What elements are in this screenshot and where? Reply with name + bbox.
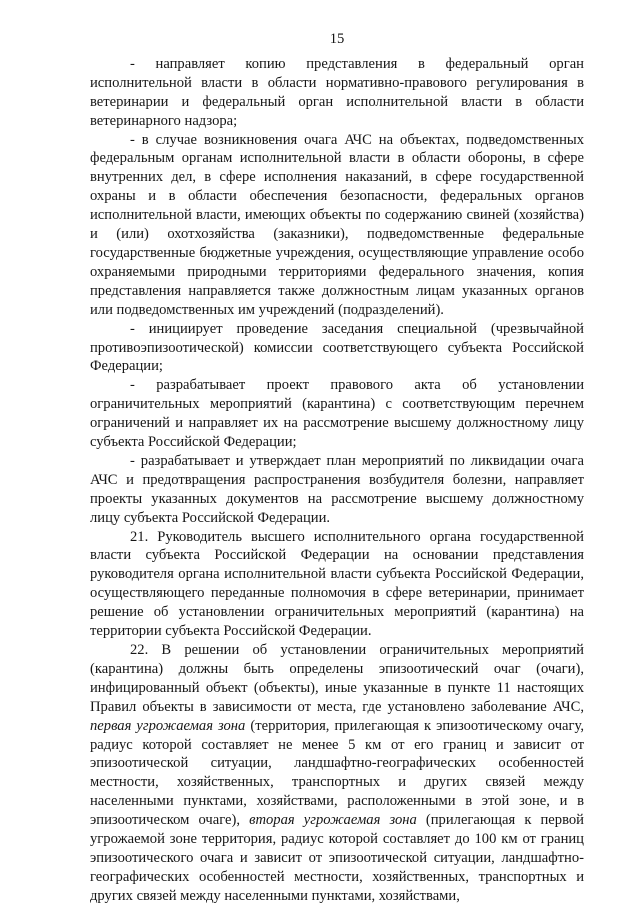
italic-term: вторая угрожаемая зона [249, 812, 417, 829]
text-run: - разрабатывает и утверждает план мероприятий по ликвидации очага АЧС и предотвращения распространения возбудителя болезни, направляет проекты указанных документов на рассмотрение высшему должностному лицу субъекта Российской Федерации. [90, 452, 584, 526]
paragraph [90, 320, 584, 377]
text-run: (территория, прилегающая к эпизоотическому очагу, радиус которой составляет не менее 5 км от его границ и зависит от эпизоотической ситуации, ландшафтно-географических особенностей местности, хозяйственных, транспортных и других связей между населенными пунктами, хозяйствами, расположенными в этой зоне, и в эпизоотическом очаге), [90, 717, 584, 829]
text-run: - инициирует проведение заседания специальной (чрезвычайной противоэпизоотической) комиссии соответствующего субъекта Российской Федерации; [90, 320, 584, 375]
text-run: - разрабатывает проект правового акта об установлении ограничительных мероприятий (карантина) с соответствующим перечнем ограничений и направляет их на рассмотрение высшему должностному лицу субъекта Российской Федерации; [90, 377, 584, 451]
paragraph [90, 641, 584, 906]
text-run: (прилегающая к первой угрожаемой зоне территория, радиус которой составляет до 100 км от границ эпизоотического очага и зависит от эпизоотической ситуации, ландшафтно-географических особенностей местности, хозяйственных, транспортных и других связей между населенными пунктами, хозяйствами, [90, 812, 584, 904]
text-run: 22. В решении об установлении ограничительных мероприятий (карантина) должны быть определены эпизоотический очаг (очаги), инфицированный объект (объекты), иные указанные в пункте 11 настоящих Правил объекты в зависимости от места, где установлено заболевание АЧС, [90, 642, 584, 715]
paragraph [90, 55, 584, 131]
paragraph [90, 131, 584, 320]
text-run: - в случае возникновения очага АЧС на объектах, подведомственных федеральным органам исполнительной власти в области обороны, в сфере внутренних дел, в сфере исполнения наказаний, в сфере государственной охраны и в области обеспечения безопасности, федеральных органов исполнительной власти, имеющих объекты по содержанию свиней (хозяйства) и (или) охотхозяйства (заказники), подведомственные федеральные государственные бюджетные учреждения, осуществляющие управление особо охраняемыми природными территориями федерального значения, копия представления направляется также должностным лицам указанных органов или подведомственных им учреждений (подразделений). [90, 131, 584, 318]
text-run: - направляет копию представления в федеральный орган исполнительной власти в области нормативно-правового регулирования в ветеринарии и федеральный орган исполнительной власти в области ветеринарного надзора; [90, 55, 584, 129]
page-number: 15 [329, 31, 345, 47]
text-run: 21. Руководитель высшего исполнительного органа государственной власти субъекта Российской Федерации на основании представления руководителя органа исполнительной власти субъекта Российской Федерации, осуществляющего переданные полномочия в сфере ветеринарии, принимает решение об установлении ограничительных мероприятий (карантина) на территории субъекта Российской Федерации. [90, 528, 584, 640]
document-body [90, 55, 584, 906]
paragraph [90, 528, 584, 641]
document-page [90, 30, 584, 906]
italic-term: первая угрожаемая зона [90, 717, 246, 734]
paragraph [90, 376, 584, 452]
paragraph [90, 452, 584, 528]
